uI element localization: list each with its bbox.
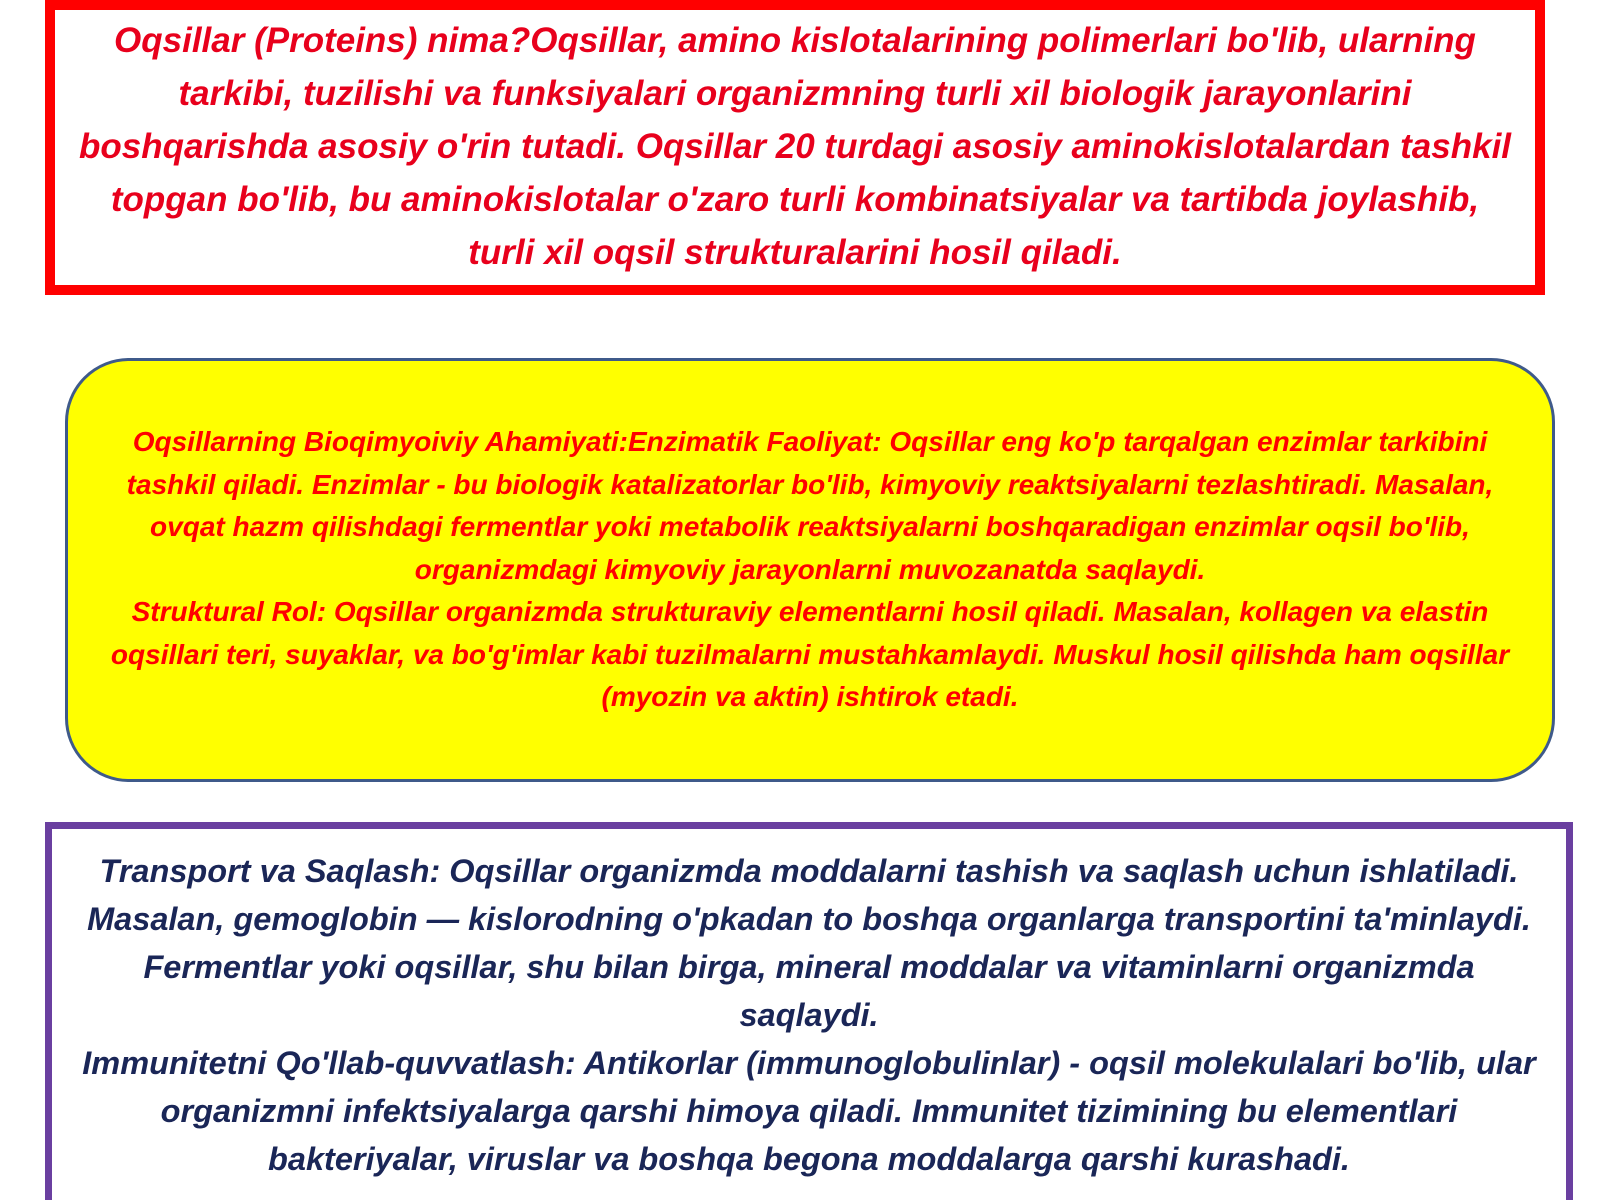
transport-paragraph-storage: Transport va Saqlash: Oqsillar organizmda moddalarni tashish va saqlash uchun ishlatiladi. Masalan, gemoglobin — kislorodning o'pkadan to boshqa organlarga transportini ta'minlaydi. Fermentlar yoki oqsillar, shu bilan birga, mineral moddalar va vitaminlarni organizmda saqlaydi. (87, 853, 1531, 1033)
biochem-box (65, 358, 1555, 782)
transport-content (82, 847, 1536, 1183)
transport-box (45, 822, 1573, 1200)
biochem-paragraph-enzymatic: Oqsillarning Bioqimyoiviy Ahamiyati:Enzimatik Faoliyat: Oqsillar eng ko'p tarqalgan enzimlar tarkibini tashkil qiladi. Enzimlar - bu biologik katalizatorlar bo'lib, kimyoviy reaktsiyalarni tezlashtiradi. Masalan, ovqat hazm qilishdagi fermentlar yoki metabolik reaktsiyalarni boshqaradigan enzimlar oqsil bo'lib, organizmdagi kimyoviy jarayonlarni muvozanatda saqlaydi. (126, 426, 1494, 585)
intro-text: Oqsillar (Proteins) nima?Oqsillar, amino kislotalarining polimerlari bo'lib, ularning tarkibi, tuzilishi va funksiyalari organizmning turli xil biologik jarayonlarini boshqarishda asosiy o'rin tutadi. Oqsillar 20 turdagi asosiy aminokislotalardan tashkil topgan bo'lib, bu aminokislotalar o'zaro turli kombinatsiyalar va tartibda joylashib, turli xil oqsil strukturalarini hosil qiladi. (78, 21, 1512, 272)
transport-paragraph-immunity: Immunitetni Qo'llab-quvvatlash: Antikorlar (immunoglobulinlar) - oqsil molekulalari bo'lib, ular organizmni infektsiyalarga qarshi himoya qiladi. Immunitet tizimining bu elementlari bakteriyalar, viruslar va boshqa begona moddalarga qarshi kurashadi. (82, 1045, 1536, 1177)
biochem-content (102, 421, 1518, 719)
biochem-paragraph-structural: Struktural Rol: Oqsillar organizmda strukturaviy elementlarni hosil qiladi. Masalan, kollagen va elastin oqsillari teri, suyaklar, va bo'g'imlar kabi tuzilmalarni mustahkamlaydi. Muskul hosil qilishda ham oqsillar (myozin va aktin) ishtirok etadi. (110, 596, 1510, 713)
intro-box (45, 0, 1545, 295)
